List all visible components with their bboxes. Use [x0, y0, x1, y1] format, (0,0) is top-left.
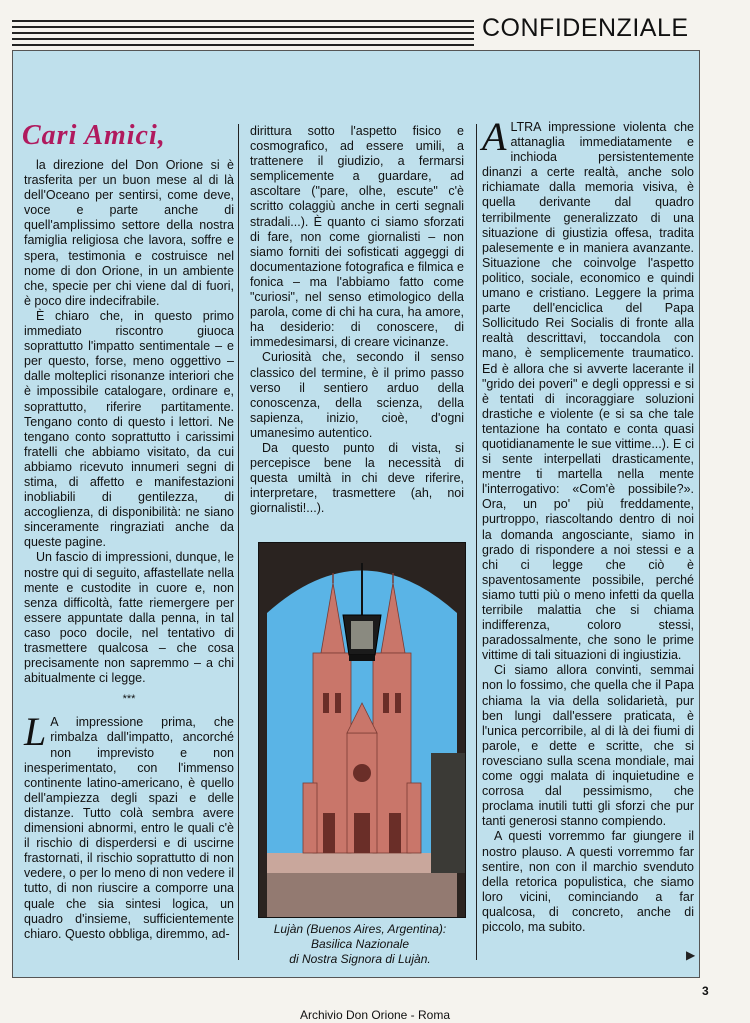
paragraph: la direzione del Don Orione si è trasferita per un buon mese al di là dell'Oceano per sentirsi, come deve, voce e parte anche di quell'amplissimo settore della nostra famiglia religiosa che lavora, soffre e spera, testimonia e costruisce nel nome di don Orione, in un ambiente che, specie per chi viene dal di fuori, è poco dire indecifrabile. [24, 158, 234, 308]
caption-line: Basilica Nazionale [310, 937, 410, 951]
paragraph: Ci siamo allora convinti, semmai non lo fossimo, che quella che il Papa chiama la via della solidarietà, pur ben lungi dall'essere praticata, è l'unica percorribile, al di là dei fiumi di parole, e dette e scritte, che si rovesciano sulla scena mondiale, mai come oggi malata di inquietudine e corrosa dal pessimismo, che proclama inutili tutti gli sforzi che pur tanti generosi stanno compiendo. [482, 663, 694, 829]
paragraph: Da questo punto di vista, si percepisce bene la necessità di questa umiltà in chi deve riferire, interpretare, trasmettere (ah, noi giornalisti!...). [250, 440, 464, 516]
continue-arrow-icon: ▶ [686, 948, 696, 962]
paragraph: Un fascio di impressioni, dunque, le nostre qui di seguito, affastellate nella mente e custodite in cuore e, non senza difficoltà, fatte riemergere per essere appuntate dalla penna, in tal caso poco docile, nel tentativo di trasmettere qualcosa – che cosa precisamente non sapremmo – a chi abitualmente ci legge. [24, 550, 234, 686]
paragraph: Curiosità che, secondo il senso classico del termine, è il primo passo verso il sentiero arduo della conoscenza, della scienza, della sapienza, inizio, cioè, d'ogni umanesimo autentico. [250, 350, 464, 440]
basilica-photo [258, 542, 466, 918]
greeting-heading: Cari Amici, [22, 120, 166, 151]
column-rule-right [476, 124, 477, 960]
photo-caption [240, 922, 480, 967]
caption-line: di Nostra Signora di Lujàn. [289, 952, 431, 966]
section-title: CONFIDENZIALE [482, 14, 689, 42]
paragraph: L A impressione prima, che rimbalza dall'impatto, ancorché non imprevisto e non inesperimentato, con l'immenso continente latino-americano, è quello dell'ampiezza degli spazi e delle distanze. Tutto colà sembra avere dimensioni abnormi, entro le quali c'è il rischio di disperdersi e di uscirne frastornati, il rischio soprattutto di non vedere, o per lo meno di non vedere il tutto, di non riuscire a comporre una quale che sia sintesi logica, un quadro d'insieme, sufficientemente chiaro. Questo obbliga, diremmo, ad- [24, 709, 234, 941]
header-rules [12, 20, 474, 52]
paragraph: dirittura sotto l'aspetto fisico e cosmografico, ad essere umili, a trattenere il giudizio, a fermarsi semplicemente a guardare, ad ascoltare ("pare, olhe, escute" c'è scritto colaggiù anche in certi segnali stradali...). È quanto ci siamo sforzati di fare, non come giornalisti – non siamo forniti dei sofisticati aggeggi di documentazione fotografica e filmica e fonica – ma l'abbiamo fatto come "curiosi", nel senso etimologico della parola, come di chi ha cura, ha amore, ha desiderio: di conoscere, di immedesimarsi, di creare vicinanze. [250, 124, 464, 350]
column-3 [482, 114, 694, 935]
page-number: 3 [702, 984, 709, 998]
archive-credit: Archivio Don Orione - Roma [299, 1008, 451, 1022]
basilica-illustration [259, 543, 465, 917]
paragraph: A questi vorremmo far giungere il nostro plauso. A questi vorremmo far sentire, non con il marchio svenduto della retorica populistica, che siamo loro vicini, cominciando a far qualcosa, di concreto, anche di piccolo, ma subito. [482, 829, 694, 934]
drop-cap: A [482, 114, 507, 159]
column-1 [24, 158, 234, 942]
paragraph: È chiaro che, in questo primo immediato riscontro giuoca soprattutto l'impatto sentimentale – e per questo, forse, meno oggettivo – dalle molteplici risonanze interiori che è impossibile catalogare, ordinare e, soprattutto, riferire partitamente. Tengano conto di questo i lettori. Ne tengano conto soprattutto i carissimi fratelli che abbiamo visitato, da cui abbiamo ricevuto innumeri segni di stima, di affetto e manifestazioni inobliabili di gentilezza, di accoglienza, di disponibilità: ne siano sinceramente ringraziati anche da queste pagine. [24, 308, 234, 550]
drop-cap: L [24, 709, 47, 755]
column-rule-left [238, 124, 239, 960]
section-separator: *** [122, 693, 136, 706]
paragraph: ALTRA impressione violenta che attanaglia immediatamente e inchioda persistentemente dinanzi a certe realtà, anche solo richiamate dalla memoria visiva, è quella derivante dal quadro terribilmente generalizzato di una situazione di giustizia offesa, tradita palesemente e in maniera avanzante. Situazione che coinvolge l'aspetto politico, sociale, economico e quindi umano e cristiano. Leggere la prima parte dell'enciclica del Papa Sollicitudo Rei Socialis di fronte alla realtà descrittavi, toccandola con mano, è semplicemente traumatico. Ed è allora che si avverte lacerante il "grido dei poveri" e degli oppressi e si è tentati di incoraggiare soluzioni drastiche e violente (e si sa che tale tentazione ha contato e conta quasi quotidianamente le sue vittime...). E ci si sente interpellati drasticamente, mentre ti martella nella mente l'interrogativo: «Com'è possibile?». Ora, un po' più freddamente, purtroppo, riascoltando dentro di noi la domanda angosciante, siamo in grado di rispondere a noi stessi e a chi ci legge che ciò è spaventosamente possibile, perché siamo tutti più o meno infetti da quella terribile malattia che si chiama indifferenza, coloro stessi, paradossalmente, che sono le prime vittime di tali situazioni di ingiustizia. [482, 114, 694, 663]
caption-line: Lujàn (Buenos Aires, Argentina): [273, 922, 447, 936]
column-2 [250, 124, 464, 516]
